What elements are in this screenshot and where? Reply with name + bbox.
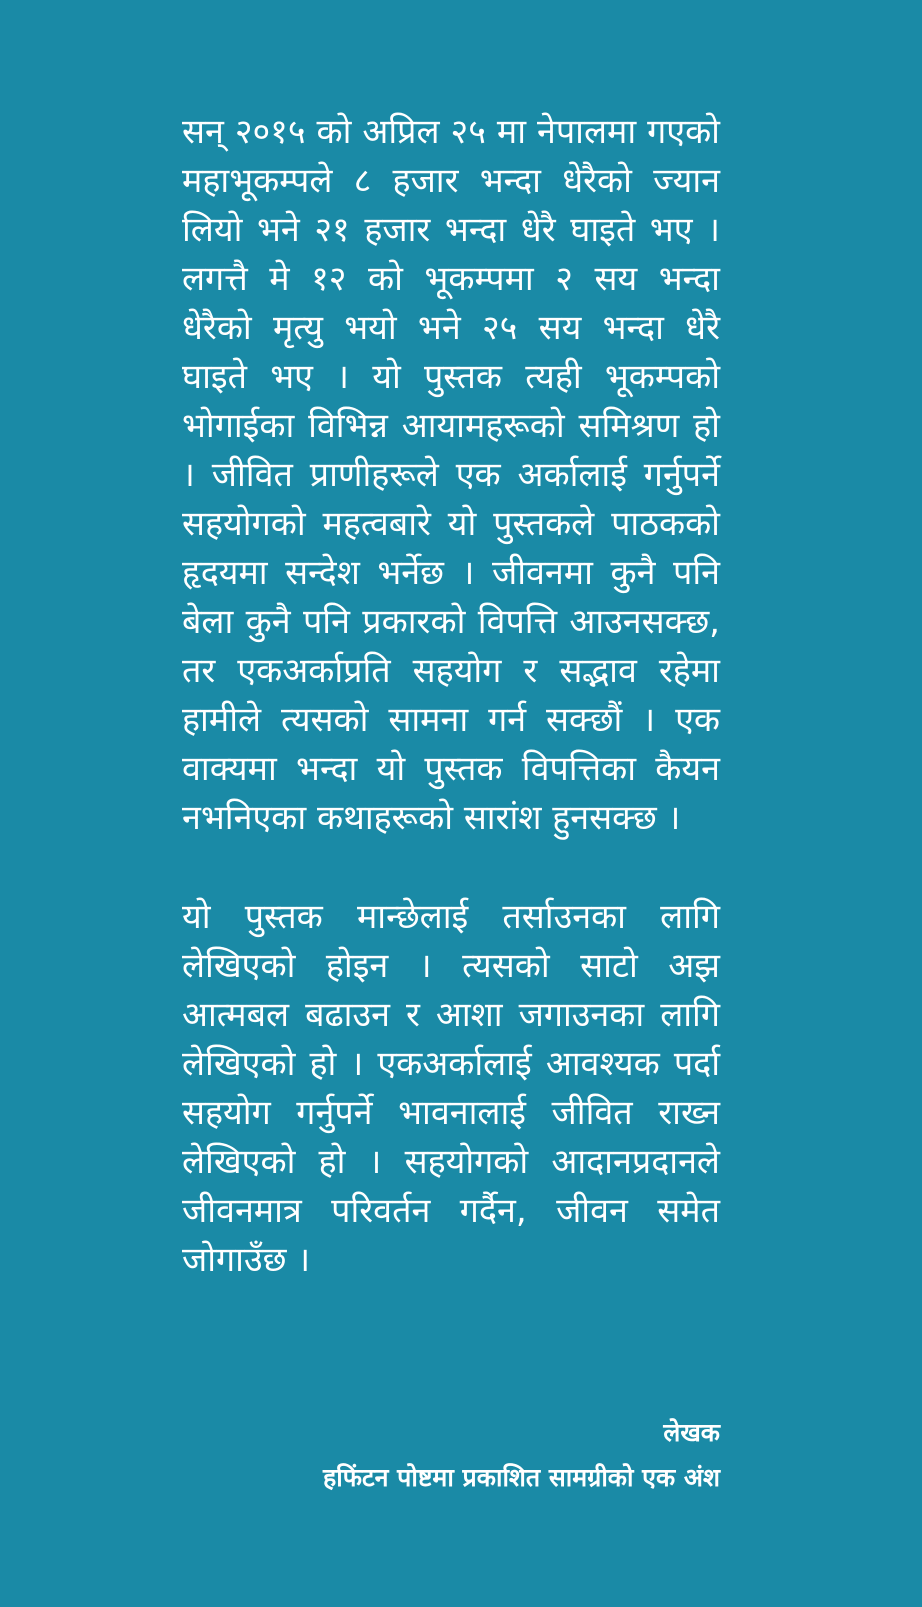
blurb-paragraph-1: सन् २०१५ को अप्रिल २५ मा नेपालमा गएको महाभूकम्पले ८ हजार भन्दा धेरैको ज्यान लियो भने २१ हजार भन्दा धेरै घाइते भए । लगत्तै मे १२ को भूकम्पमा २ सय भन्दा धेरैको मृत्यु भयो भने २५ सय भन्दा धेरै घाइते भए । यो पुस्तक त्यही भूकम्पको भोगाईका विभिन्न आयामहरूको समिश्रण हो । जीवित प्राणीहरूले एक अर्कालाई गर्नुपर्ने सहयोगको महत्वबारे यो पुस्तकले पाठकको हृदयमा सन्देश भर्नेछ । जीवनमा कुनै पनि बेला कुनै पनि प्रकारको विपत्ति आउनसक्छ, तर एकअर्काप्रति सहयोग र सद्भाव रहेमा हामीले त्यसको सामना गर्न सक्छौं । एक वाक्यमा भन्दा यो पुस्तक विपत्तिका कैयन नभनिएका कथाहरूको सारांश हुनसक्छ । xyxy=(182,112,720,838)
blurb-paragraph-2: यो पुस्तक मान्छेलाई तर्साउनका लागि लेखिएको होइन । त्यसको साटो अझ आत्मबल बढाउन र आशा जगाउनका लागि लेखिएको हो । एकअर्कालाई आवश्यक पर्दा सहयोग गर्नुपर्ने भावनालाई जीवित राख्न लेखिएको हो । सहयोगको आदानप्रदानले जीवनमात्र परिवर्तन गर्दैन, जीवन समेत जोगाउँछ । xyxy=(182,897,720,1280)
blurb-text xyxy=(182,108,720,1285)
credit-block xyxy=(323,1410,720,1500)
author-label: लेखक xyxy=(663,1418,720,1447)
source-note: हफिंटन पोष्टमा प्रकाशित सामग्रीको एक अंश xyxy=(322,1463,720,1492)
